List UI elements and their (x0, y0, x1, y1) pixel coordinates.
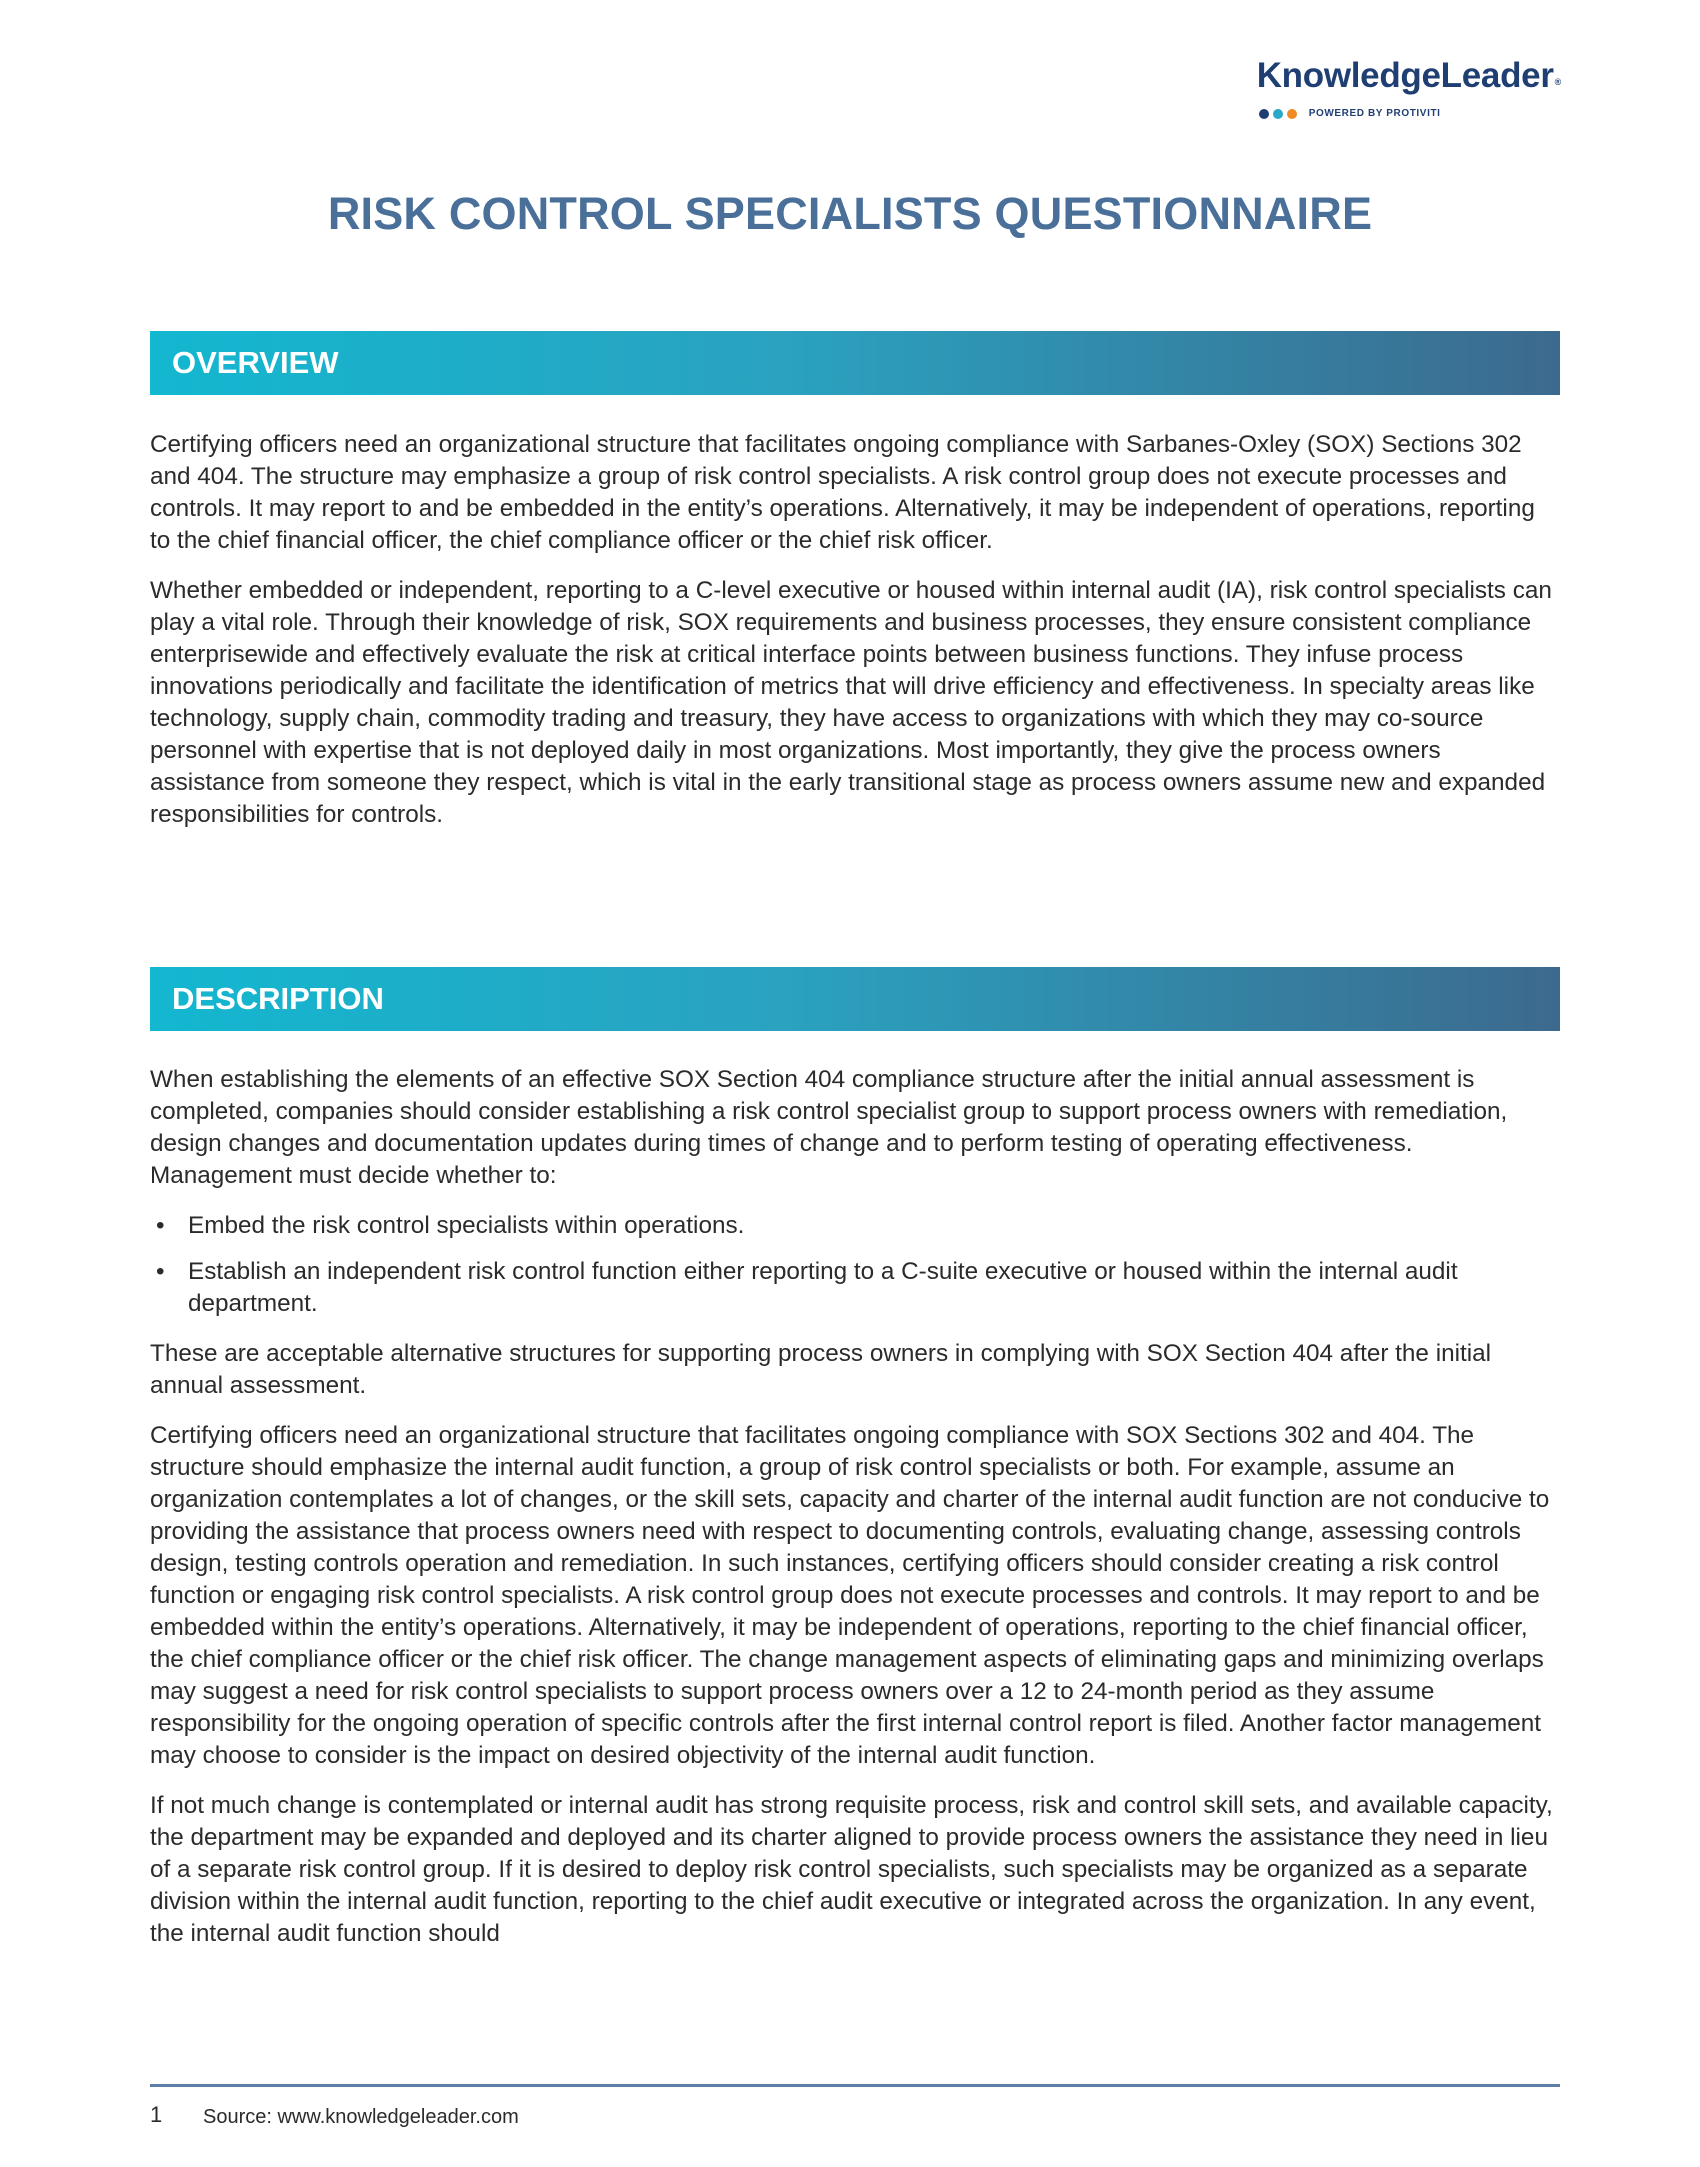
description-section-header (150, 967, 1560, 1031)
description-bullet-list (150, 1210, 1560, 1320)
logo-dot-orange (1287, 109, 1297, 119)
source-line: Source: www.knowledgeleader.com (203, 2106, 519, 2128)
description-heading: DESCRIPTION (172, 981, 384, 1016)
page-number: 1 (150, 2102, 163, 2127)
description-paragraph-3: If not much change is contemplated or internal audit has strong requisite process, risk and control skill sets, and available capacity, the department may be expanded and deployed and its charter aligned to provide process owners the assistance they need in lieu of a separate risk control group. If it is desired to deploy risk control specialists, such specialists may be organized as a separate division within the internal audit function, reporting to the chief audit executive or integrated across the organization. In any event, the internal audit function should (150, 1792, 1553, 1947)
list-item (150, 1210, 1560, 1242)
bullet-text: Embed the risk control specialists within operations. (188, 1212, 745, 1239)
logo-dots-icon (1259, 109, 1297, 119)
logo-wordmark (1257, 56, 1561, 96)
page-title: RISK CONTROL SPECIALISTS QUESTIONNAIRE (327, 188, 1373, 239)
bullet-text: Establish an independent risk control function either reporting to a C-suite executive or housed within the internal audit department. (188, 1258, 1458, 1317)
overview-paragraph-1: Certifying officers need an organizational structure that facilitates ongoing compliance with Sarbanes-Oxley (SOX) Sections 302 and 404. The structure may emphasize a group of risk control specialists. A risk control group does not execute processes and controls. It may report to and be embedded in the entity’s operations. Alternatively, it may be independent of operations, reporting to the chief financial officer, the chief compliance officer or the chief risk officer. (150, 431, 1535, 554)
knowledgeleader-logo (1257, 56, 1561, 119)
logo-dot-teal (1273, 109, 1283, 119)
logo-dot-navy (1259, 109, 1269, 119)
description-paragraph-2: Certifying officers need an organizational structure that facilitates ongoing compliance with SOX Sections 302 and 404. The structure should emphasize the internal audit function, a group of risk control specialists or both. For example, assume an organization contemplates a lot of changes, or the skill sets, capacity and charter of the internal audit function are not conducive to providing the assistance that process owners need with respect to documenting controls, evaluating change, assessing controls design, testing controls operation and remediation. In such instances, certifying officers should consider creating a risk control function or engaging risk control specialists. A risk control group does not execute processes and controls. It may report to and be embedded within the entity’s operations. Alternatively, it may be independent of operations, reporting to the chief financial officer, the chief compliance officer or the chief risk officer. The change management aspects of eliminating gaps and minimizing overlaps may suggest a need for risk control specialists to support process owners over a 12 to 24-month period as they assume responsibility for the ongoing operation of specific controls after the first internal control report is filed. Another factor management may choose to consider is the impact on desired objectivity of the internal audit function. (150, 1422, 1550, 1769)
logo-tagline-row (1259, 108, 1561, 119)
bullet-icon: • (156, 1212, 165, 1239)
trademark-mark: ® (1554, 77, 1561, 87)
footer-divider (150, 2084, 1560, 2087)
overview-body (150, 429, 1560, 849)
overview-section-header (150, 331, 1560, 395)
bullet-icon: • (156, 1258, 165, 1285)
overview-heading: OVERVIEW (172, 345, 339, 380)
description-paragraph-1: These are acceptable alternative structures for supporting process owners in complying with SOX Section 404 after the initial annual assessment. (150, 1340, 1492, 1399)
description-intro: When establishing the elements of an effective SOX Section 404 compliance structure after the initial annual assessment is completed, companies should consider establishing a risk control specialist group to support process owners with remediation, design changes and documentation updates during times of change and to perform testing of operating effectiveness. Management must decide whether to: (150, 1066, 1508, 1189)
logo-wordmark-text: KnowledgeLeader (1256, 56, 1554, 95)
logo-tagline: POWERED BY PROTIVITI (1308, 108, 1441, 119)
list-item (150, 1256, 1560, 1320)
description-body (150, 1064, 1560, 1968)
overview-paragraph-2: Whether embedded or independent, reporting to a C-level executive or housed within internal audit (IA), risk control specialists can play a vital role. Through their knowledge of risk, SOX requirements and business processes, they ensure consistent compliance enterprisewide and effectively evaluate the risk at critical interface points between business functions. They infuse process innovations periodically and facilitate the identification of metrics that will drive efficiency and effectiveness. In specialty areas like technology, supply chain, commodity trading and treasury, they have access to organizations with which they may co-source personnel with expertise that is not deployed daily in most organizations. Most importantly, they give the process owners assistance from someone they respect, which is vital in the early transitional stage as process owners assume new and expanded responsibilities for controls. (150, 577, 1552, 828)
